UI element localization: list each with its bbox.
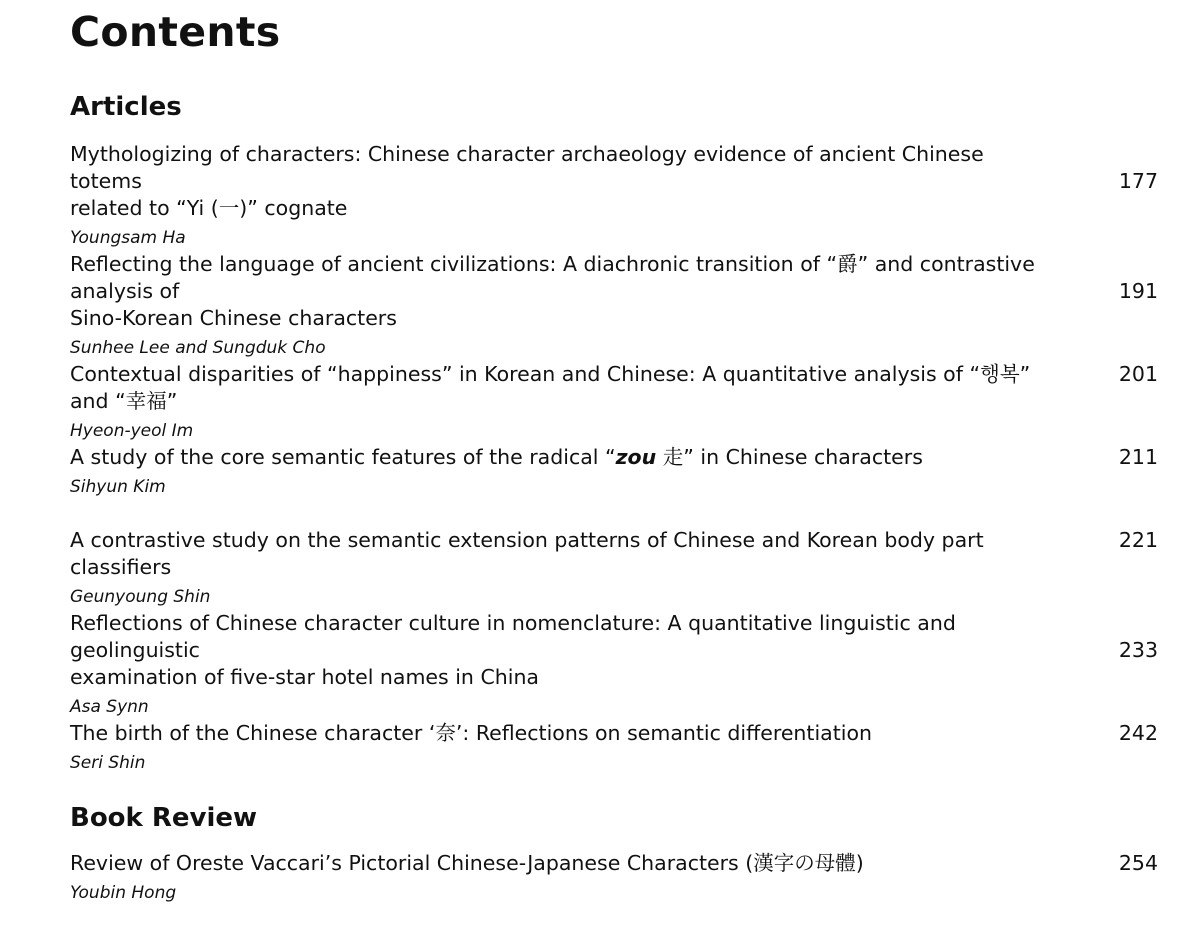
toc-entry[interactable]: [70, 720, 1158, 774]
entry-page-number: 242: [1118, 721, 1158, 745]
entry-title[interactable]: [70, 527, 1060, 581]
entry-title-line: The birth of the Chinese character ‘奈’: Reflections on semantic differentiation: [70, 721, 872, 745]
entry-author: Youngsam Ha: [70, 228, 186, 248]
entry-title-line: Review of Oreste Vaccari’s Pictorial Chinese-Japanese Characters (漢字の母體): [70, 851, 864, 875]
entry-page-number: 191: [1118, 279, 1158, 303]
entry-title-line: Sino-Korean Chinese characters: [70, 306, 397, 330]
toc-entry[interactable]: [70, 527, 1158, 608]
entry-page-number: 221: [1118, 528, 1158, 552]
entry-author: Youbin Hong: [70, 883, 177, 903]
entry-author: Geunyoung Shin: [70, 587, 211, 607]
entry-page-number: 233: [1118, 638, 1158, 662]
entry-title-line: examination of five-star hotel names in China: [70, 665, 539, 689]
entry-page-number: 177: [1118, 169, 1158, 193]
entry-title[interactable]: [70, 444, 1060, 471]
toc-entry[interactable]: [70, 850, 1158, 904]
entry-title-line: Reflections of Chinese character culture in nomenclature: A quantitative linguistic and geolinguistic: [70, 611, 956, 662]
entry-title[interactable]: [70, 850, 1060, 877]
entry-title-line: A contrastive study on the semantic extension patterns of Chinese and Korean body part classifiers: [70, 528, 984, 579]
entry-author: Seri Shin: [70, 753, 146, 773]
entry-title-line: Reflecting the language of ancient civilizations: A diachronic transition of “爵” and contrastive analysis of: [70, 252, 1035, 303]
entry-title-line: [70, 444, 1060, 471]
entry-title-line: Contextual disparities of “happiness” in Korean and Chinese: A quantitative analysis of “행복” and “幸福”: [70, 362, 1031, 413]
toc-entry[interactable]: [70, 251, 1158, 359]
entry-page-number: 211: [1118, 445, 1158, 469]
entry-author: Sunhee Lee and Sungduk Cho: [70, 338, 326, 358]
toc-entry[interactable]: [70, 444, 1158, 498]
entry-author: Sihyun Kim: [70, 477, 166, 497]
entry-title[interactable]: [70, 361, 1060, 415]
toc-entry[interactable]: [70, 610, 1158, 718]
section-heading-book-review: Book Review: [70, 803, 258, 833]
entry-title[interactable]: [70, 610, 1060, 691]
page-title: Contents: [70, 8, 281, 56]
entry-title[interactable]: [70, 251, 1060, 332]
entry-title-text: 走” in Chinese characters: [656, 445, 923, 469]
entry-page-number: 254: [1118, 851, 1158, 875]
entry-title-line: Mythologizing of characters: Chinese character archaeology evidence of ancient Chinese totems: [70, 142, 984, 193]
toc-entry[interactable]: [70, 141, 1158, 249]
section-heading-articles: Articles: [70, 92, 182, 122]
entry-title-text: A study of the core semantic features of the radical “: [70, 445, 616, 469]
entry-title-emphasis: zou: [615, 445, 657, 469]
entry-author: Asa Synn: [70, 697, 149, 717]
entry-title-line: related to “Yi (一)” cognate: [70, 196, 348, 220]
toc-entry[interactable]: [70, 361, 1158, 442]
entry-page-number: 201: [1118, 362, 1158, 386]
entry-title[interactable]: [70, 720, 1060, 747]
entry-title[interactable]: [70, 141, 1060, 222]
entry-author: Hyeon-yeol Im: [70, 421, 194, 441]
